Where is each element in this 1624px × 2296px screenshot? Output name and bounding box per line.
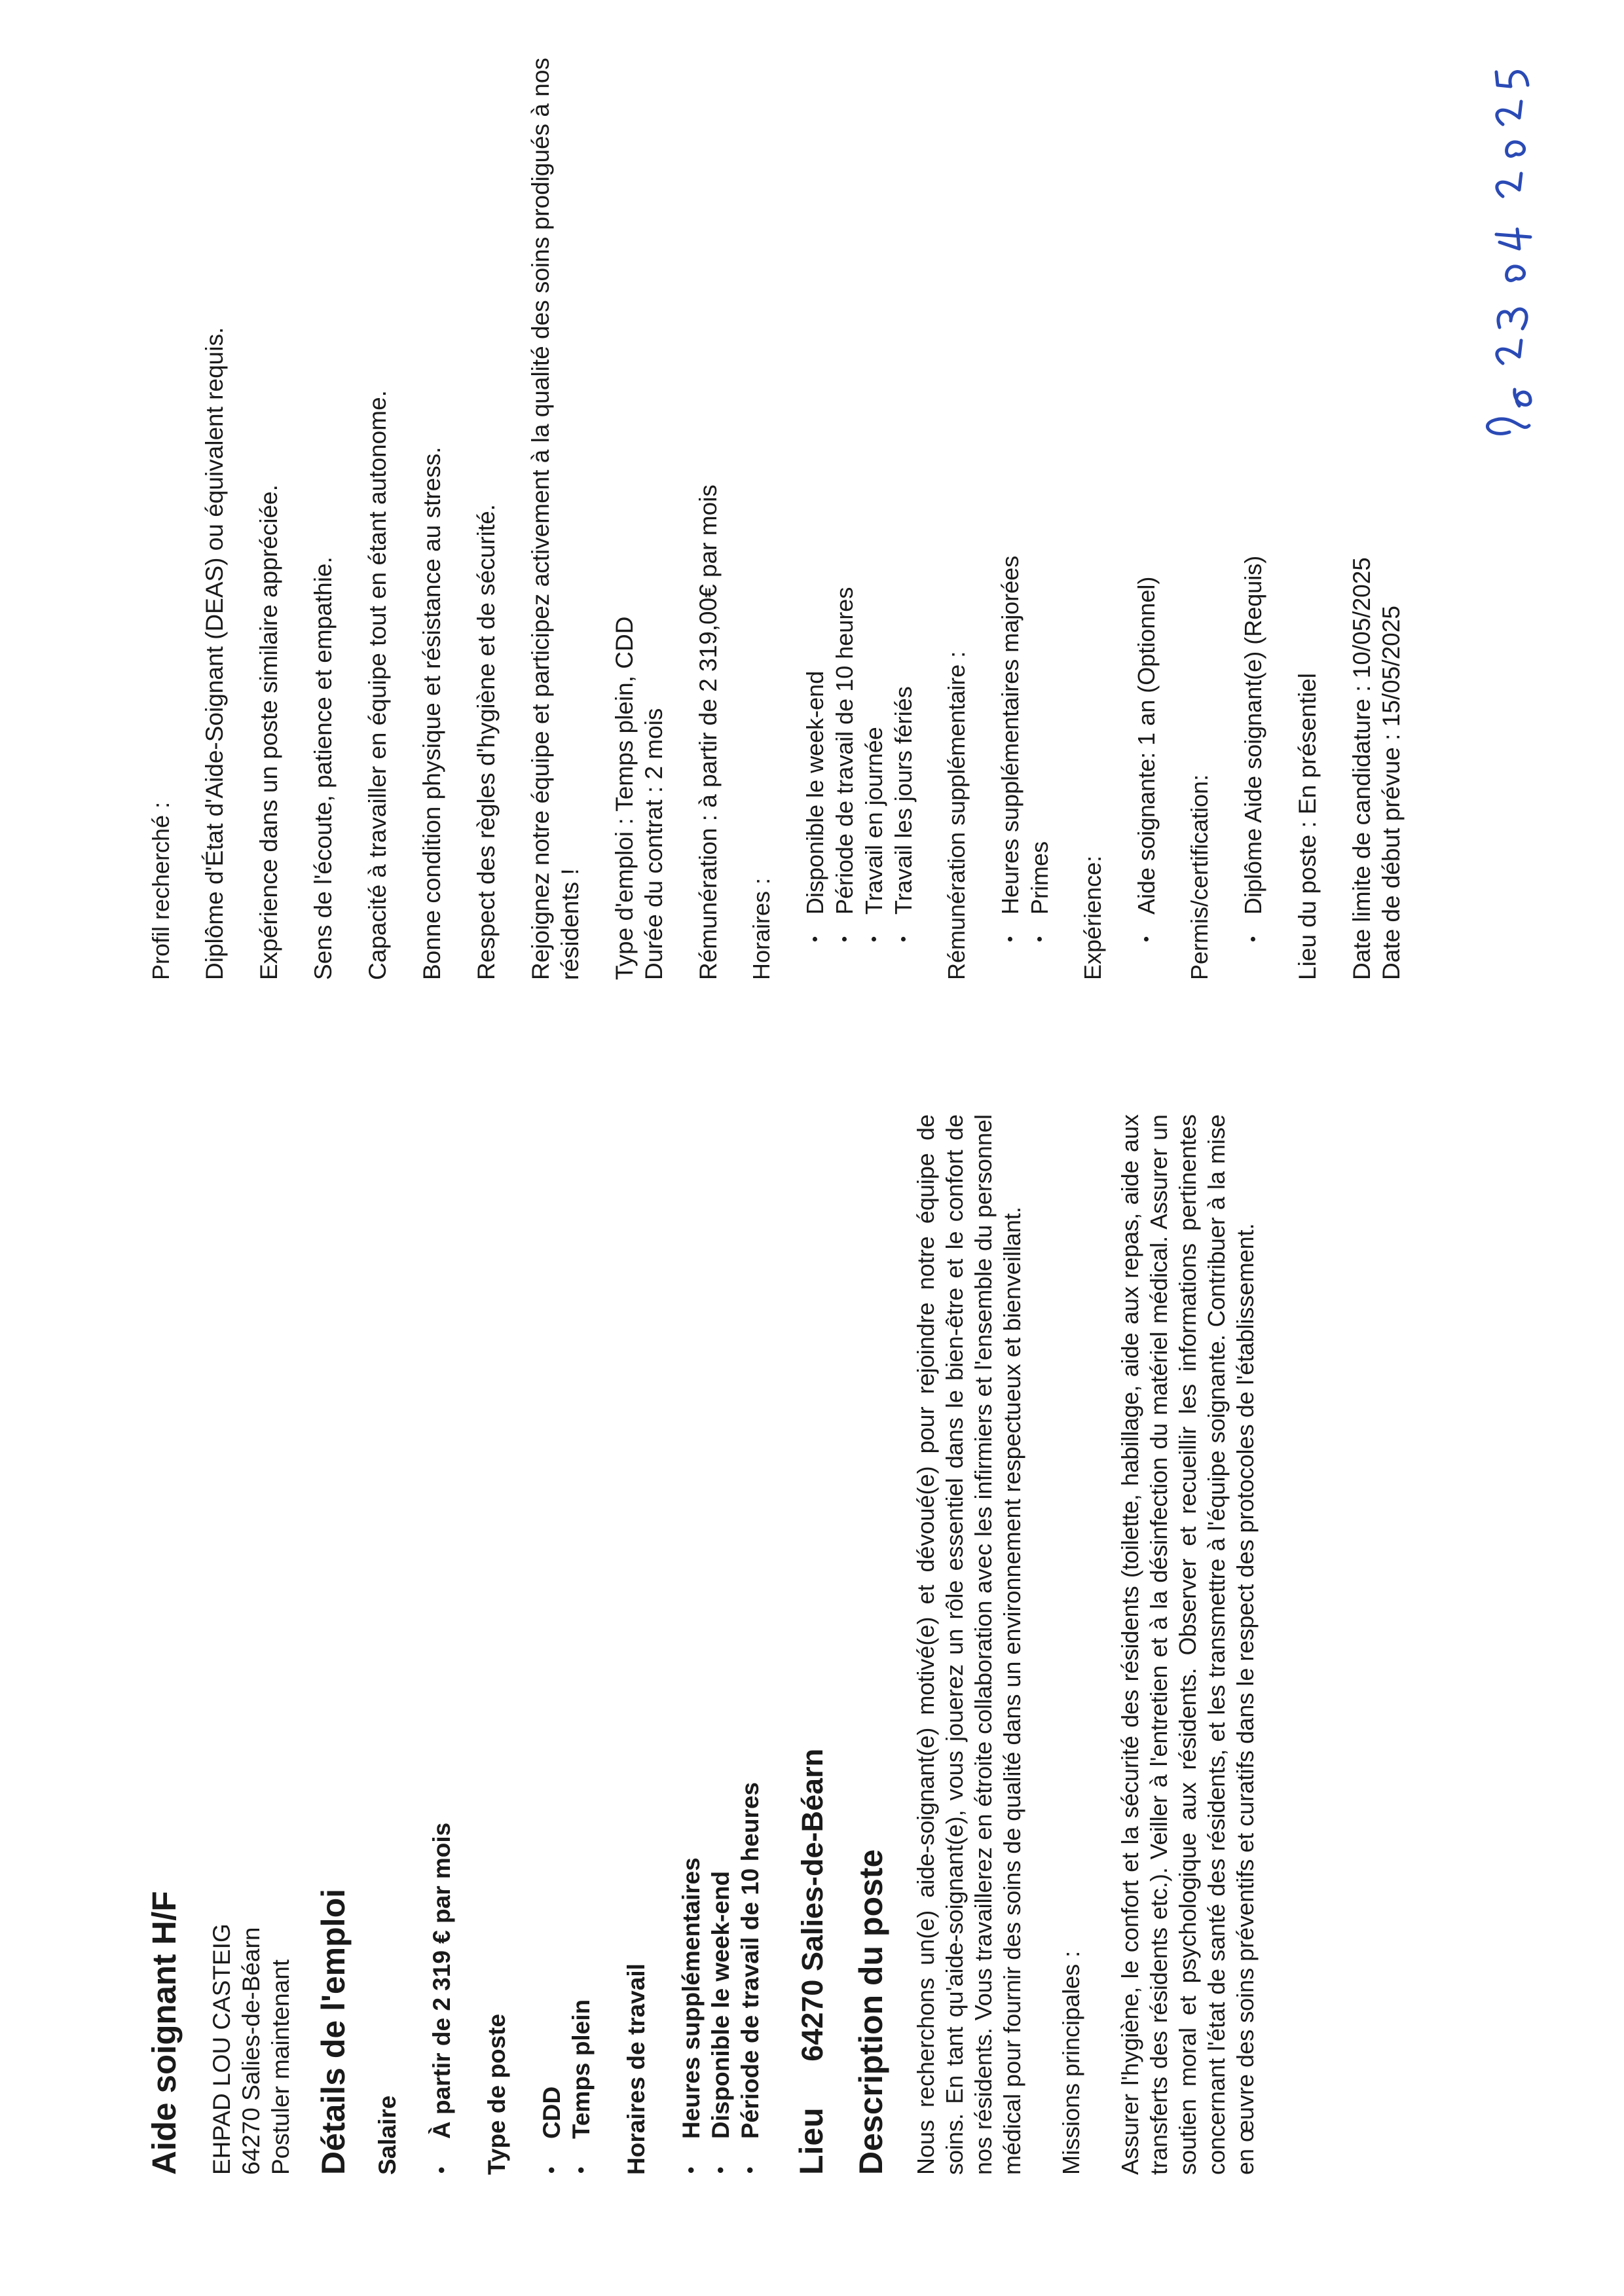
list-item: • Heures supplémentaires majorées (995, 31, 1025, 980)
employer-name: EHPAD LOU CASTEIG (208, 1923, 235, 2175)
hours-label: Horaires : (748, 877, 775, 980)
job-type-label: Type de poste (483, 2013, 511, 2175)
work-location-line: Lieu du poste : En présentiel (1294, 673, 1321, 980)
salary-label: Salaire (373, 2095, 401, 2175)
profile-item: Sens de l'écoute, patience et empathie. (310, 556, 337, 980)
experience-list (1132, 31, 1161, 980)
certification-label: Permis/certification: (1186, 774, 1213, 980)
profile-item: Capacité à travailler en équipe tout en étant autonome. (364, 390, 391, 980)
start-date-line: Date de début prévue : 15/05/2025 (1378, 606, 1405, 980)
list-item: • Heures supplémentaires (676, 1114, 706, 2175)
missions-text: Assurer l'hygiène, le confort et la sécurité des résidents (toilette, habillage, aide aux repas, aide aux transferts des résidents etc.). Veiller à l'entretien et à la désinfection du matériel médical. Assurer un soutien moral et psychologique aux résidents. Observer et recueillir les informations pertinentes concernant l'état de santé des résidents, et les transmettre à l'équipe soignante. Contribuer à la mise en œuvre des soins préventifs et curatifs dans le respect des protocoles de l'établissement. (1116, 1114, 1259, 2175)
list-item: • Disponible le week-end (706, 1114, 735, 2175)
list-item: • Aide soignante: 1 an (Optionnel) (1132, 31, 1161, 980)
extra-pay-list (995, 31, 1054, 980)
job-type-list (537, 1114, 596, 2175)
salary-list (427, 1114, 456, 2175)
missions-label: Missions principales : (1058, 1950, 1085, 2175)
employer-block (207, 1114, 295, 2175)
location-label: Lieu (792, 2107, 830, 2175)
list-item: • Diplôme Aide soignant(e) (Requis) (1238, 31, 1268, 980)
certification-list (1238, 31, 1268, 980)
extra-pay-label: Rémunération supplémentaire : (943, 651, 970, 980)
list-item: • Primes (1025, 31, 1054, 980)
hours-list (800, 31, 918, 980)
deadline-line: Date limite de candidature : 10/05/2025 (1348, 557, 1375, 980)
list-item: • CDD (537, 1114, 566, 2175)
apply-link: Postuler maintenant (267, 1959, 294, 2175)
job-summary-column (147, 1114, 1290, 2175)
location-line (792, 1114, 830, 2175)
call-to-action: Rejoignez notre équipe et participez activement à la qualité des soins prodigués à nos résidents ! (527, 58, 583, 980)
pay-line: Rémunération : à partir de 2 319,00€ par mois (695, 484, 722, 980)
profile-item: Expérience dans un poste similaire appréciée. (255, 484, 282, 980)
profile-item: Diplôme d'État d'Aide-Soignant (DEAS) ou équivalent requis. (201, 327, 228, 980)
profile-heading: Profil recherché : (147, 801, 174, 980)
salary-value: • À partir de 2 319 € par mois (427, 1114, 456, 2175)
profile-column (147, 31, 1406, 980)
job-title: Aide soignant H/F (145, 1891, 183, 2175)
list-item: • Temps plein (566, 1114, 596, 2175)
list-item: • Travail en journée (859, 31, 889, 980)
contract-duration-line: Durée du contrat : 2 mois (640, 708, 667, 980)
description-heading: Description du poste (852, 1849, 889, 2175)
description-intro: Nous recherchons un(e) aide-soignant(e) motivé(e) et dévoué(e) pour rejoindre notre équipe de soins. En tant qu'aide-soignant(e), vous jouerez un rôle essentiel dans le bien-être et le confort de nos résidents. Vous travaillerez en étroite collaboration avec les infirmiers et l'ensemble du personnel médical pour fournir des soins de qualité dans un environnement respectueux et bienveillant. (912, 1114, 1026, 2175)
details-heading: Détails de l'emploi (315, 1888, 352, 2175)
contract-block (610, 31, 669, 980)
list-item: • Disponible le week-end (800, 31, 830, 980)
list-item: • Période de travail de 10 heures (830, 31, 859, 980)
schedule-label: Horaires de travail (622, 1963, 650, 2175)
location-value: 64270 Salies-de-Béarn (795, 1748, 829, 2062)
schedule-list (676, 1114, 765, 2175)
list-item: • Période de travail de 10 heures (735, 1114, 765, 2175)
profile-item: Respect des règles d'hygiène et de sécurité. (473, 504, 500, 980)
profile-item: Bonne condition physique et résistance au stress. (418, 446, 445, 980)
job-type-line: Type d'emploi : Temps plein, CDD (611, 616, 638, 980)
handwritten-date-note (1385, 46, 1536, 445)
experience-label: Expérience: (1079, 855, 1106, 980)
employer-address: 64270 Salies-de-Béarn (238, 1927, 265, 2175)
list-item: • Travail les jours fériés (889, 31, 918, 980)
